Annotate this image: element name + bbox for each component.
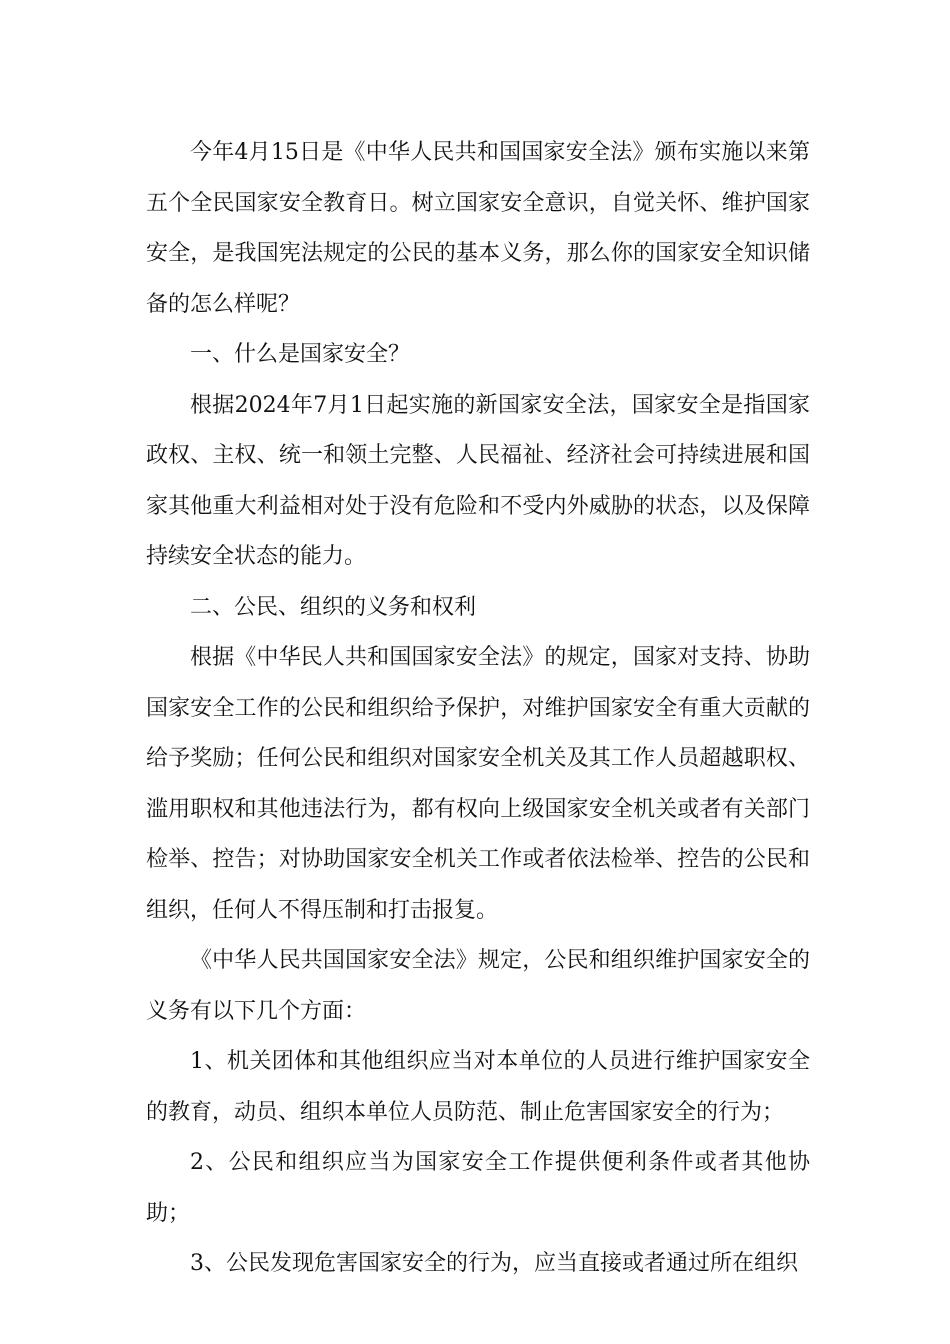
section-heading-2: 二、公民、组织的义务和权利	[190, 594, 477, 620]
paragraph-rights: 根据《中华民人共和国国家安全法》的规定，国家对支持、协助国家安全工作的公民和组织给予保护，对维护国家安全有重大贡献的给予奖励；任何公民和组织对国家安全机关及其工作人员超越职权、滥用职权和其他违法行为，都有权向上级国家安全机关或者有关部门检举、控告；对协助国家安全机关工作或者依法检举、控告的公民和组织，任何人不得压制和打击报复。	[146, 645, 810, 923]
paragraph-definition: 根据2024年7月1日起实施的新国家安全法，国家安全是指国家政权、主权、统一和领土完整、人民福祉、经济社会可持续进展和国家其他重大利益相对处于没有危险和不受内外威胁的状态，以及保障持续安全状态的能力。	[146, 392, 810, 569]
list-item-3: 3、公民发现危害国家安全的行为，应当直接或者通过所在组织	[190, 1251, 798, 1276]
document-body	[146, 128, 810, 1290]
list-item-2: 2、公民和组织应当为国家安全工作提供便利条件或者其他协助；	[146, 1150, 810, 1226]
paragraph-obligations-intro: 《中华人民共国国家安全法》规定，公民和组织维护国家安全的义务有以下几个方面：	[146, 948, 810, 1024]
section-heading-1: 一、什么是国家安全？	[190, 342, 411, 367]
list-item-1: 1、机关团体和其他组织应当对本单位的人员进行维护国家安全的教育，动员、组织本单位人员防范、制止危害国家安全的行为；	[146, 1049, 810, 1125]
paragraph-intro: 今年4月15日是《中华人民共和国国家安全法》颁布实施以来第五个全民国家安全教育日。树立国家安全意识，自觉关怀、维护国家安全，是我国宪法规定的公民的基本义务，那么你的国家安全知识储备的怎么样呢？	[146, 140, 810, 317]
